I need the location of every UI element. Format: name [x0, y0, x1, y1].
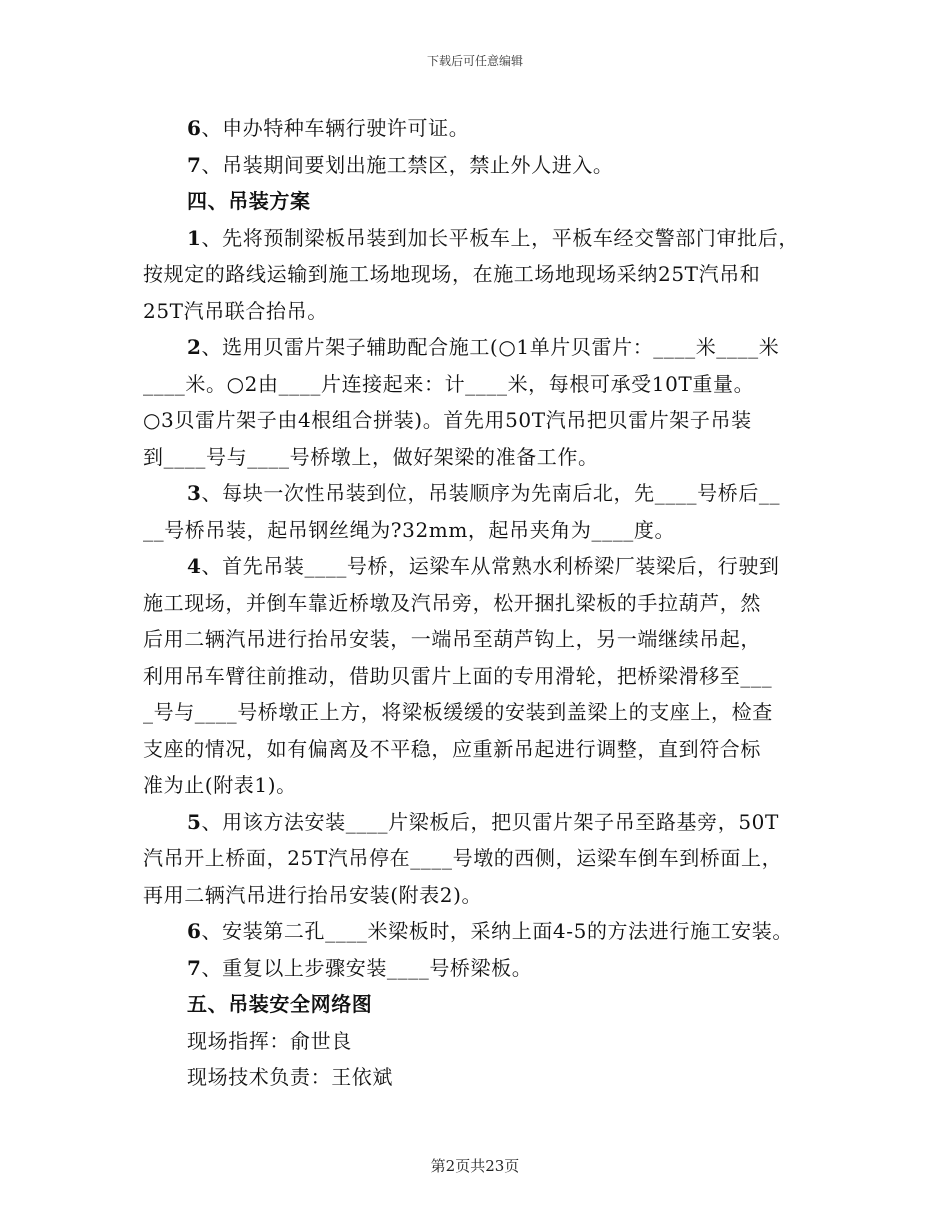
text-line: [143, 1059, 823, 1096]
line-text: 、重复以上步骤安装____号桥梁板。: [201, 955, 533, 980]
item-number: 6: [187, 919, 202, 943]
text-line: [143, 293, 823, 330]
line-text: 施工现场，并倒车靠近桥墩及汽吊旁，松开捆扎梁板的手拉葫芦，然: [143, 590, 761, 615]
text-line: [143, 220, 823, 257]
text-line: [143, 256, 823, 293]
line-text: 、申办特种车辆行驶许可证。: [201, 116, 470, 140]
text-line: [143, 767, 823, 804]
line-text: 、首先吊装____号桥，运梁车从常熟水利桥梁厂装梁后，行驶到: [201, 554, 780, 578]
line-text: 按规定的路线运输到施工场地现场，在施工场地现场采纳25T汽吊和: [143, 262, 761, 286]
text-line: [143, 512, 823, 549]
text-line: [143, 548, 823, 585]
text-line: [143, 110, 823, 147]
line-text: 支座的情况，如有偏离及不平稳，应重新吊起进行调整，直到符合标: [143, 736, 761, 761]
line-text: 、安装第二孔____米梁板时，采纳上面4-5的方法进行施工安装。: [201, 919, 793, 943]
text-line: [143, 147, 823, 184]
line-text: 利用吊车臂往前推动，借助贝雷片上面的专用滑轮，把桥梁滑移至___: [143, 663, 773, 688]
line-text: 五、吊装安全网络图: [187, 992, 373, 1016]
line-text: ____米。○2由____片连接起来：计____米，每根可承受10T重量。: [143, 371, 755, 396]
text-line: [143, 439, 823, 476]
text-line: [143, 950, 823, 987]
item-number: 1: [187, 225, 202, 250]
text-line: [143, 731, 823, 768]
text-line: [143, 804, 823, 841]
line-text: 、先将预制梁板吊装到加长平板车上，平板车经交警部门审批后，: [201, 225, 799, 250]
line-text: 现场技术负责：王依斌: [187, 1065, 393, 1089]
item-number: 3: [187, 481, 202, 505]
text-line: [143, 621, 823, 658]
section-heading: [143, 986, 823, 1023]
text-line: [143, 658, 823, 695]
text-line: [143, 913, 823, 950]
item-number: 7: [187, 955, 202, 980]
text-line: [143, 329, 823, 366]
line-text: __号桥吊装，起吊钢丝绳为?32mm，起吊夹角为____度。: [143, 517, 676, 542]
item-number: 5: [187, 809, 202, 834]
page-header: 下载后可任意编辑: [426, 54, 523, 68]
line-text: 再用二辆汽吊进行抬吊安装(附表2)。: [143, 882, 483, 907]
line-text: 、用该方法安装____片梁板后，把贝雷片架子吊至路基旁，50T: [201, 809, 779, 834]
text-line: [143, 877, 823, 914]
line-text: 、吊装期间要划出施工禁区，禁止外人进入。: [201, 152, 614, 177]
line-text: 、每块一次性吊装到位，吊装顺序为先南后北，先____号桥后__: [201, 481, 781, 505]
text-line: [143, 585, 823, 622]
item-number: 2: [187, 335, 202, 359]
line-text: 25T汽吊联合抬吊。: [143, 298, 328, 323]
page-footer: 第2页共23页: [430, 1157, 520, 1175]
text-line: [143, 402, 823, 439]
line-text: 现场指挥：俞世良: [187, 1028, 352, 1053]
section-heading: [143, 183, 823, 220]
text-line: [143, 694, 823, 731]
line-text: 准为止(附表1)。: [143, 773, 297, 797]
line-text: 后用二辆汽吊进行抬吊安装，一端吊至葫芦钩上，另一端继续吊起，: [143, 627, 761, 651]
item-number: 6: [187, 116, 202, 140]
item-number: 7: [187, 152, 202, 177]
line-text: 、选用贝雷片架子辅助配合施工(○1单片贝雷片：____米____米: [201, 335, 780, 359]
text-line: [143, 475, 823, 512]
text-line: [143, 1023, 823, 1060]
item-number: 4: [187, 554, 202, 578]
text-line: [143, 840, 823, 877]
line-text: _号与____号桥墩正上方，将梁板缓缓的安装到盖梁上的支座上，检查: [143, 700, 773, 724]
text-line: [143, 366, 823, 403]
line-text: ○3贝雷片架子由4根组合拼装)。首先用50T汽吊把贝雷片架子吊装: [143, 408, 752, 432]
document-body: [143, 110, 823, 1096]
line-text: 到____号与____号桥墩上，做好架梁的准备工作。: [143, 444, 599, 469]
line-text: 汽吊开上桥面，25T汽吊停在____号墩的西侧，运梁车倒车到桥面上，: [143, 846, 783, 870]
line-text: 四、吊装方案: [187, 189, 311, 213]
